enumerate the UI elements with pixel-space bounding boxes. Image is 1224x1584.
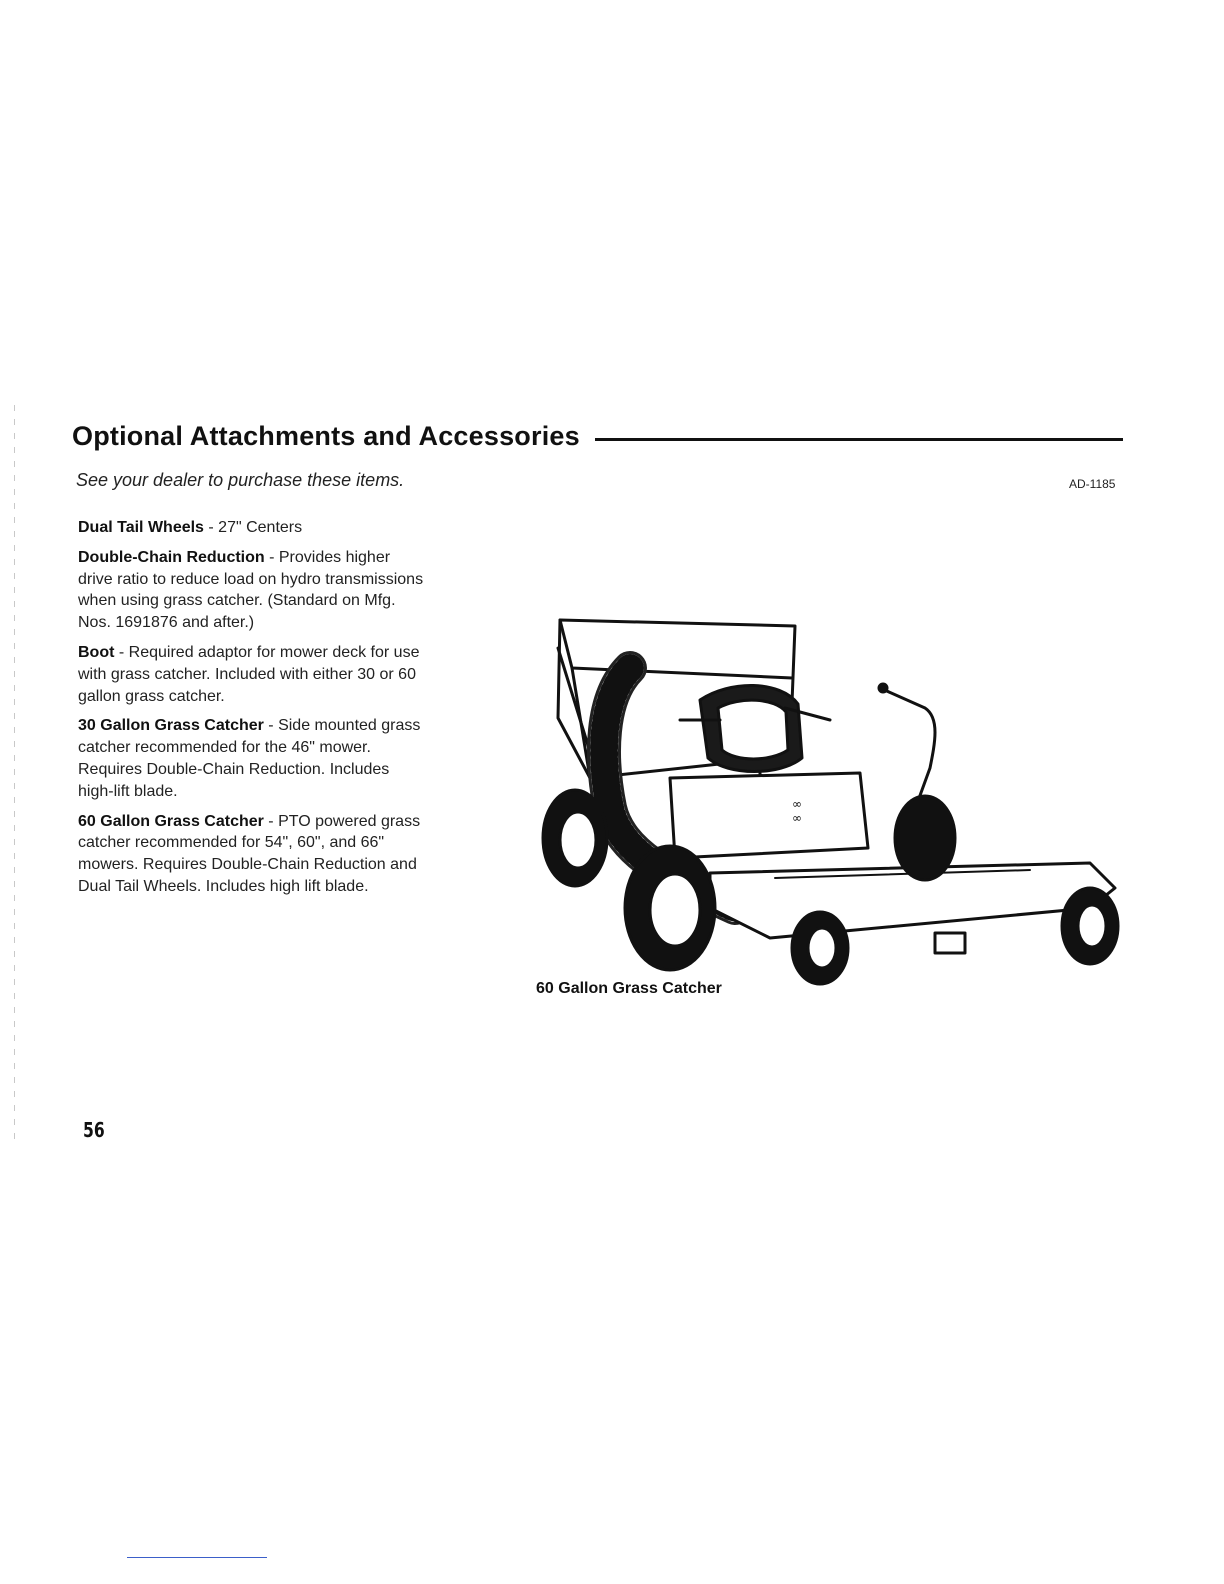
item-name: Boot <box>78 643 115 661</box>
item-description: 27" Centers <box>218 519 303 536</box>
title-rule <box>595 438 1123 441</box>
accessory-item-boot <box>78 642 428 707</box>
accessory-list <box>78 517 428 906</box>
mower-illustration-icon <box>530 608 1130 998</box>
page-title: Optional Attachments and Accessories <box>72 421 580 451</box>
accessory-item-60-gallon-grass-catcher <box>78 811 428 898</box>
item-name: 60 Gallon Grass Catcher <box>78 812 264 830</box>
item-separator: - <box>263 812 279 830</box>
page-subtitle: See your dealer to purchase these items. <box>76 470 405 490</box>
item-separator: - <box>264 548 279 566</box>
item-description: Required adaptor for mower deck for use with grass catcher. Included with either 30 or 60 gallon grass catcher. <box>78 643 420 705</box>
accessory-item-double-chain-reduction <box>78 547 428 634</box>
item-description: Side mounted grass catcher recommended for the 46" mower. Requires Double-Chain Reduction. Includes high-lift blade. <box>78 717 421 800</box>
page-number: 56 <box>83 1118 105 1142</box>
item-separator: - <box>263 717 279 735</box>
item-description: Provides higher drive ratio to reduce load on hydro transmissions when using grass catcher. (Standard on Mfg. Nos. 1691876 and after.) <box>78 548 424 632</box>
scan-edge-marks <box>14 405 15 1145</box>
accessory-item-dual-tail-wheels <box>78 517 428 539</box>
svg-text:∞: ∞ <box>792 811 802 825</box>
item-separator: - <box>114 643 129 661</box>
figure-code: AD-1185 <box>1069 477 1116 491</box>
svg-text:∞: ∞ <box>792 797 802 811</box>
item-name: Dual Tail Wheels <box>78 519 204 536</box>
figure-caption: 60 Gallon Grass Catcher <box>536 980 722 997</box>
item-name: 30 Gallon Grass Catcher <box>78 717 264 735</box>
mower-grass-catcher-illustration <box>530 608 1130 998</box>
item-name: Double-Chain Reduction <box>78 548 265 566</box>
item-description: PTO powered grass catcher recommended for 54", 60", and 66" mowers. Requires Double-Chain Reduction and Dual Tail Wheels. Includes high lift blade. <box>78 812 421 895</box>
bottom-link-underline <box>127 1557 267 1558</box>
item-separator: - <box>203 519 219 536</box>
accessory-item-30-gallon-grass-catcher <box>78 715 428 802</box>
